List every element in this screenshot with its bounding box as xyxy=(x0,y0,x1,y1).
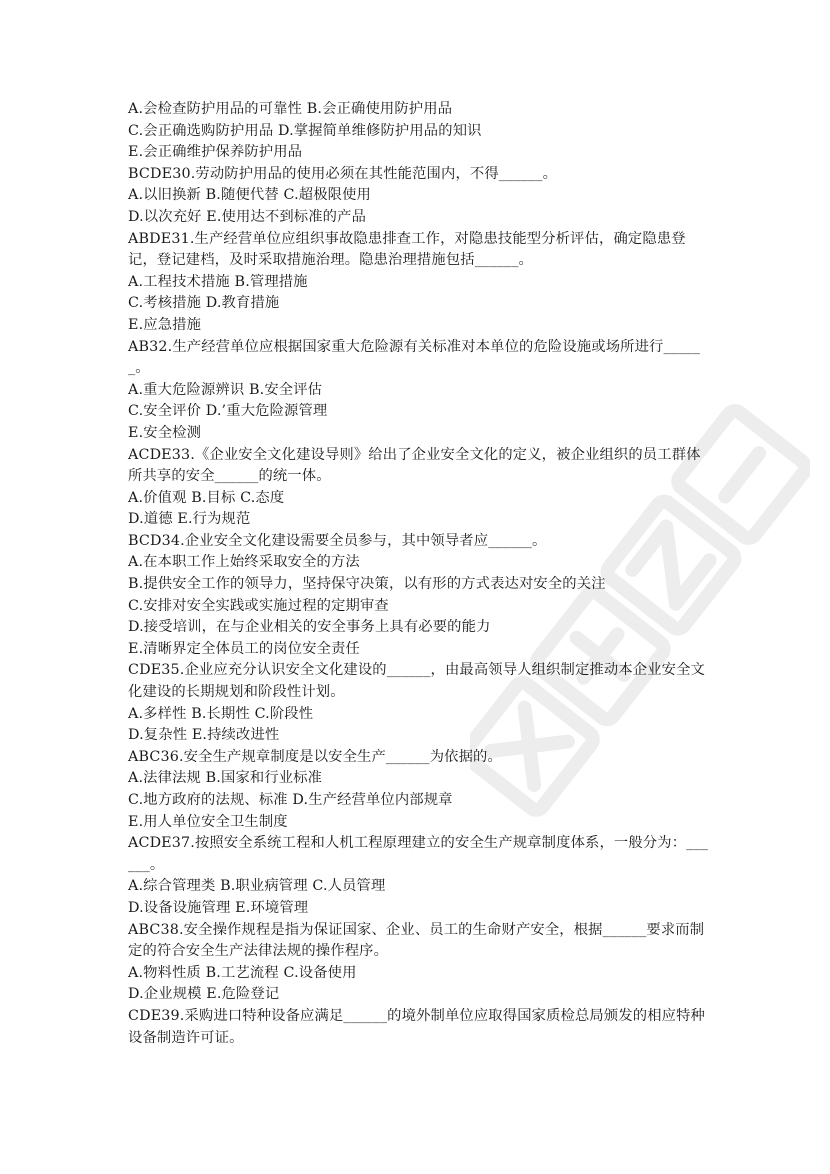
document-line: A.法律法规 B.国家和行业标准 xyxy=(128,770,323,787)
document-line: ABC36.安全生产规章制度是以安全生产______为依据的。 xyxy=(128,748,502,765)
document-line: E.应急措施 xyxy=(128,316,202,333)
document-line: A.工程技术措施 B.管理措施 xyxy=(128,273,308,290)
document-line: D.接受培训，在与企业相关的安全事务上具有必要的能力 xyxy=(128,619,491,636)
document-line: A.会检查防护用品的可靠性 B.会正确使用防护用品 xyxy=(128,101,453,117)
document-line: D.复杂性 E.持续改进性 xyxy=(128,727,280,744)
document-line: C.地方政府的法规、标准 D.生产经营单位内部规章 xyxy=(128,792,453,808)
document-line: BCDE30.劳动防护用品的使用必须在其性能范围内，不得______。 xyxy=(128,165,558,182)
document-line: A.以旧换新 B.随便代替 C.超极限使用 xyxy=(128,187,371,204)
document-line: ACDE37.按照安全系统工程和人机工程原理建立的安全生产规章制度体系，一般分为：______。 xyxy=(128,835,709,873)
document-line: BCD34.企业安全文化建设需要全员参与，其中领导者应______。 xyxy=(128,532,547,549)
document-line: C.安排对安全实践或实施过程的定期审查 xyxy=(128,597,389,614)
document-line: A.价值观 B.目标 C.态度 xyxy=(128,489,285,506)
document-line: A.重大危险源辨识 B.安全评估 xyxy=(128,381,323,398)
document-line: C.会正确选购防护用品 D.掌握简单维修防护用品的知识 xyxy=(128,122,482,139)
document-line: D.以次充好 E.使用达不到标准的产品 xyxy=(128,208,367,225)
document-line: ACDE33.《企业安全文化建设导则》给出了企业安全文化的定义，被企业组织的员工群体所共享的安全______的统一体。 xyxy=(128,446,701,485)
document-line: E.清晰界定全体员工的岗位安全责任 xyxy=(128,640,360,657)
document-line: ABC38.安全操作规程是指为保证国家、企业、员工的生命财产安全，根据______要求而制定的符合安全生产法律法规的操作程序。 xyxy=(128,921,705,960)
document-line: A.物料性质 B.工艺流程 C.设备使用 xyxy=(128,964,357,981)
document-line: B.提供安全工作的领导力，坚持保守决策，以有形的方式表达对安全的关注 xyxy=(128,576,606,593)
document-line: CDE39.采购进口特种设备应满足______的境外制单位应取得国家质检总局颁发的相应特种设备制造许可证。 xyxy=(128,1007,706,1046)
document-line: ABDE31.生产经营单位应组织事故隐患排查工作，对隐患技能型分析评估，确定隐患登记，登记建档，及时采取措施治理。隐患治理措施包括______。 xyxy=(128,230,686,269)
document-body xyxy=(128,99,713,1049)
document-line: D.企业规模 E.危险登记 xyxy=(128,986,280,1003)
document-line: E.用人单位安全卫生制度 xyxy=(128,813,288,830)
document-line: C.考核措施 D.教育措施 xyxy=(128,295,280,312)
document-line: A.多样性 B.长期性 C.阶段性 xyxy=(128,705,314,722)
document-line: D.设备设施管理 E.环境管理 xyxy=(128,899,309,916)
document-line: CDE35.企业应充分认识安全文化建设的______，由最高领导人组织制定推动本企业安全文化建设的长期规划和阶段性计划。 xyxy=(128,662,706,701)
document-line: E.安全检测 xyxy=(128,424,202,441)
document-line: A.在本职工作上始终采取安全的方法 xyxy=(128,554,360,571)
document-line: A.综合管理类 B.职业病管理 C.人员管理 xyxy=(128,878,386,895)
document-line: C.安全评价 D.’重大危险源管理 xyxy=(128,403,328,420)
document-line: E.会正确维护保养防护用品 xyxy=(128,144,303,161)
document-line: AB32.生产经营单位应根据国家重大危险源有关标准对本单位的危险设施或场所进行______。 xyxy=(128,338,700,377)
document-line: D.道德 E.行为规范 xyxy=(128,511,251,528)
